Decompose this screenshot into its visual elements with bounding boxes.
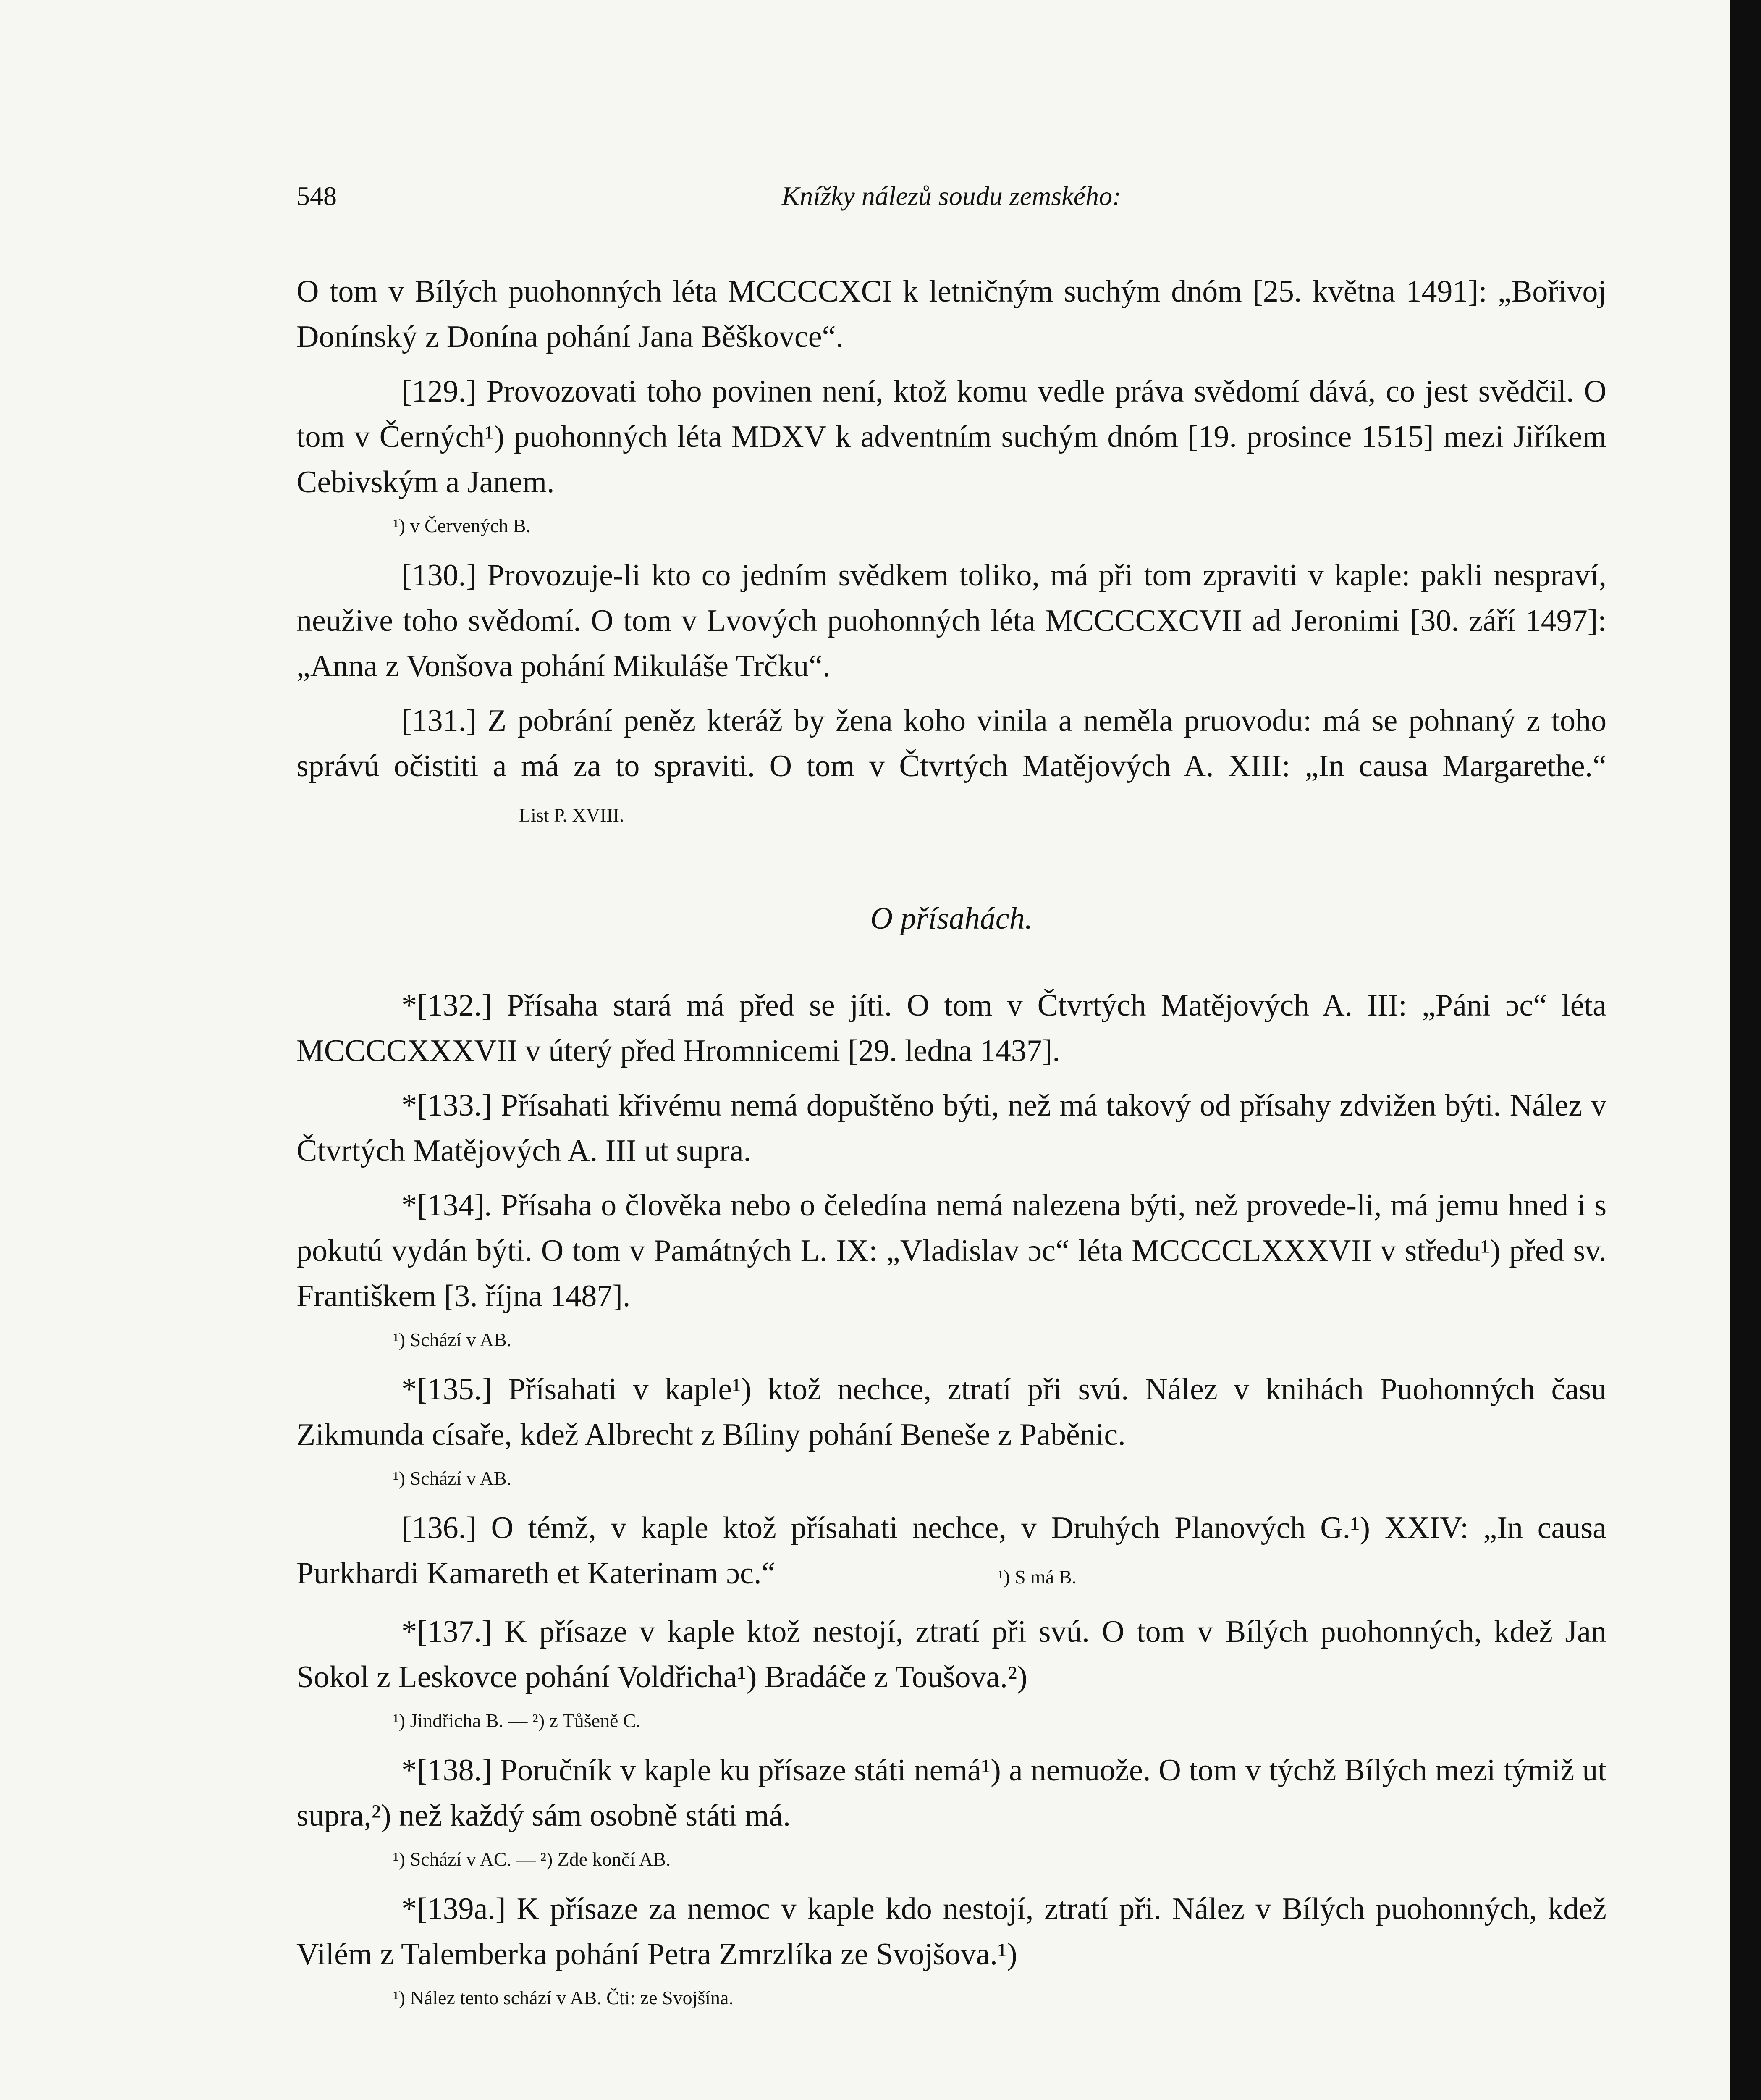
paragraph-134: *[134]. Přísaha o člověka nebo o čeledína nemá nalezena býti, než provede-li, má jemu hned i s pokutú vydán býti. O tom v Památných L. IX: „Vladislav ɔc“ léta MCCCCLXXXVII v středu¹) před sv. Františkem [3. října 1487]. xyxy=(296,1188,1606,1313)
running-title: Knížky nálezů soudu zemského: xyxy=(781,181,1122,211)
paragraph-131-text: [131.] Z pobrání peněz kteráž by žena koho vinila a neměla pruovodu: má se pohnaný z toho správú očistiti a má za to spraviti. O tom v Čtvrtých Matějových A. XIII: „In causa Margarethe.“ xyxy=(296,704,1606,783)
paragraph-136 xyxy=(296,1505,1606,1600)
page-content xyxy=(296,168,1606,2025)
running-head xyxy=(296,168,1606,214)
paragraph-133: *[133.] Přísahati křivému nemá dopuštěno býti, než má takový od přísahy zdvižen býti. Nález v Čtvrtých Matějových A. III ut supra. xyxy=(296,1088,1606,1168)
scan-border xyxy=(1730,0,1761,2100)
marginal-note-136: ¹) S má B. xyxy=(998,1566,1077,1588)
paragraph-135: *[135.] Přísahati v kaple¹) ktož nechce, ztratí při svú. Nález v knihách Puohonných času Zikmunda císaře, kdež Albrecht z Bíliny pohání Beneše z Paběnic. xyxy=(296,1372,1606,1452)
footnote-129: ¹) v Červených B. xyxy=(393,515,531,536)
paragraph-139a: *[139a.] K přísaze za nemoc v kaple kdo nestojí, ztratí při. Nález v Bílých puohonných, kdež Vilém z Talemberka pohání Petra Zmrzlíka ze Svojšova.¹) xyxy=(296,1892,1606,1971)
page-number: 548 xyxy=(296,181,337,211)
footnote-139a: ¹) Nález tento schází v AB. Čti: ze Svojšína. xyxy=(393,1987,734,2008)
paragraph-129: [129.] Provozovati toho povinen není, ktož komu vedle práva svědomí dává, co jest svědčil. O tom v Černých¹) puohonných léta MDXV k adventním suchým dnóm [19. prosince 1515] mezi Jiříkem Cebivským a Janem. xyxy=(296,374,1606,499)
paragraph-137: *[137.] K přísaze v kaple ktož nestojí, ztratí při svú. O tom v Bílých puohonných, kdež Jan Sokol z Leskovce pohání Voldřicha¹) Bradáče z Toušova.²) xyxy=(296,1614,1606,1694)
footnote-137: ¹) Jindřicha B. — ²) z Tůšeně C. xyxy=(393,1710,641,1731)
intro-paragraph: O tom v Bílých puohonných léta MCCCCXCI k letničným suchým dnóm [25. května 1491]: „Bořivoj Donínský z Donína pohání Jana Běškovce“. xyxy=(296,274,1606,354)
section-heading: O přísahách. xyxy=(870,901,1033,936)
footnote-134: ¹) Schází v AB. xyxy=(393,1329,512,1350)
paragraph-136-text: [136.] O témž, v kaple ktož přísahati nechce, v Druhých Planových G.¹) XXIV: „In causa Purkhardi Kamareth et Katerinam ɔc.“ xyxy=(296,1511,1606,1591)
footnote-138: ¹) Schází v AC. — ²) Zde končí AB. xyxy=(393,1848,671,1870)
paragraph-130: [130.] Provozuje-li kto co jedním svědkem toliko, má při tom zpraviti v kaple: pakli nespraví, neužive toho svědomí. O tom v Lvových puohonných léta MCCCCXCVII ad Jeronimi [30. září 1497]: „Anna z Vonšova pohání Mikuláše Trčku“. xyxy=(296,558,1606,683)
marginal-note-131: List P. XVIII. xyxy=(519,804,624,826)
paragraph-131 xyxy=(296,698,1606,838)
paragraph-132: *[132.] Přísaha stará má před se jíti. O tom v Čtvrtých Matějových A. III: „Páni ɔc“ léta MCCCCXXXVII v úterý před Hromnicemi [29. ledna 1437]. xyxy=(296,988,1606,1068)
footnote-135: ¹) Schází v AB. xyxy=(393,1467,512,1489)
paragraph-138: *[138.] Poručník v kaple ku přísaze státi nemá¹) a nemuože. O tom v týchž Bílých mezi týmiž ut supra,²) než každý sám osobně státi má. xyxy=(296,1753,1606,1833)
